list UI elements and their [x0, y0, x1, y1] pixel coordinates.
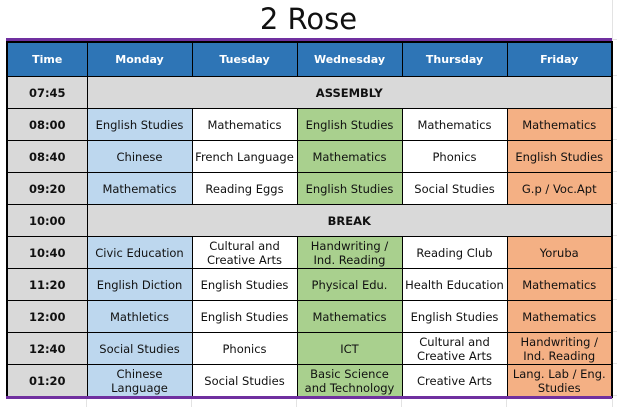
header-time: Time: [7, 42, 87, 77]
thursday-cell: Creative Arts: [402, 365, 507, 398]
table-row: [7, 333, 612, 365]
time-cell: 07:45: [7, 77, 87, 109]
time-cell: 12:40: [7, 333, 87, 365]
monday-cell: Social Studies: [87, 333, 192, 365]
tuesday-cell: English Studies: [192, 269, 297, 301]
monday-cell: Civic Education: [87, 237, 192, 269]
monday-cell: Mathletics: [87, 301, 192, 333]
header-wednesday: Wednesday: [297, 42, 402, 77]
table-row: [7, 205, 612, 237]
monday-cell: English Diction: [87, 269, 192, 301]
time-cell: 01:20: [7, 365, 87, 398]
time-cell: 08:00: [7, 109, 87, 141]
time-cell: 10:00: [7, 205, 87, 237]
header-row: [7, 42, 612, 77]
break-cell: BREAK: [87, 205, 612, 237]
time-cell: 10:40: [7, 237, 87, 269]
tuesday-cell: French Language: [192, 141, 297, 173]
thursday-cell: Mathematics: [402, 109, 507, 141]
tuesday-cell: Mathematics: [192, 109, 297, 141]
time-cell: 09:20: [7, 173, 87, 205]
time-cell: 12:00: [7, 301, 87, 333]
table-row: [7, 173, 612, 205]
tuesday-cell: English Studies: [192, 301, 297, 333]
friday-cell: English Studies: [507, 141, 612, 173]
assembly-cell: ASSEMBLY: [87, 77, 612, 109]
bottom-accent-border: [6, 396, 612, 399]
monday-cell: Mathematics: [87, 173, 192, 205]
friday-cell: Mathematics: [507, 269, 612, 301]
thursday-cell: Reading Club: [402, 237, 507, 269]
table-row: [7, 365, 612, 398]
friday-cell: Mathematics: [507, 301, 612, 333]
time-cell: 11:20: [7, 269, 87, 301]
friday-cell: Yoruba: [507, 237, 612, 269]
header-tuesday: Tuesday: [192, 42, 297, 77]
tuesday-cell: Reading Eggs: [192, 173, 297, 205]
wednesday-cell: Handwriting / Ind. Reading: [297, 237, 402, 269]
table-row: [7, 237, 612, 269]
friday-cell: Mathematics: [507, 109, 612, 141]
wednesday-cell: Physical Edu.: [297, 269, 402, 301]
monday-cell: Chinese Language: [87, 365, 192, 398]
table-row: [7, 269, 612, 301]
table-row: [7, 109, 612, 141]
thursday-cell: Health Education: [402, 269, 507, 301]
monday-cell: Chinese: [87, 141, 192, 173]
header-monday: Monday: [87, 42, 192, 77]
thursday-cell: Cultural and Creative Arts: [402, 333, 507, 365]
wednesday-cell: Mathematics: [297, 301, 402, 333]
friday-cell: G.p / Voc.Apt: [507, 173, 612, 205]
friday-cell: Handwriting / Ind. Reading: [507, 333, 612, 365]
tuesday-cell: Cultural and Creative Arts: [192, 237, 297, 269]
tuesday-cell: Phonics: [192, 333, 297, 365]
thursday-cell: Social Studies: [402, 173, 507, 205]
wednesday-cell: ICT: [297, 333, 402, 365]
thursday-cell: Phonics: [402, 141, 507, 173]
wednesday-cell: Mathematics: [297, 141, 402, 173]
tuesday-cell: Social Studies: [192, 365, 297, 398]
time-cell: 08:40: [7, 141, 87, 173]
wednesday-cell: English Studies: [297, 109, 402, 141]
monday-cell: English Studies: [87, 109, 192, 141]
friday-cell: Lang. Lab / Eng. Studies: [507, 365, 612, 398]
table-row: [7, 141, 612, 173]
wednesday-cell: English Studies: [297, 173, 402, 205]
table-row: [7, 77, 612, 109]
thursday-cell: English Studies: [402, 301, 507, 333]
table-row: [7, 301, 612, 333]
page-title: 2 Rose: [259, 2, 358, 36]
timetable: [6, 41, 613, 398]
header-friday: Friday: [507, 42, 612, 77]
wednesday-cell: Basic Science and Technology: [297, 365, 402, 398]
header-thursday: Thursday: [402, 42, 507, 77]
